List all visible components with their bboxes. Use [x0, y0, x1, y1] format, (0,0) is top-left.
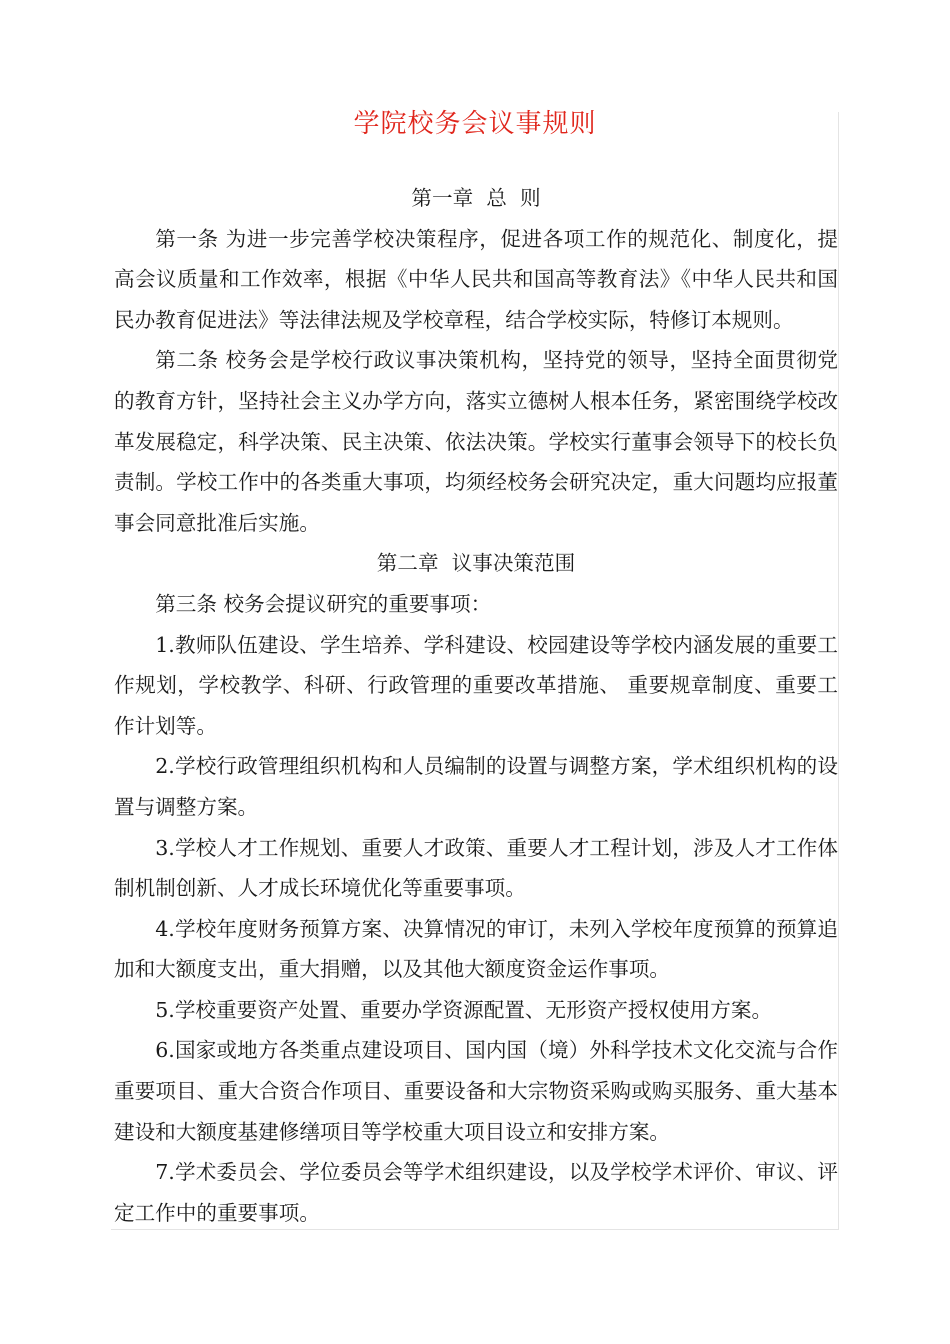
- chapter-heading-2: 第二章 议事决策范围: [376, 551, 576, 576]
- document-body: [114, 178, 838, 1233]
- chapter-heading-1: 第一章 总 则: [411, 186, 541, 210]
- list-item: 3.学校人才工作规划、重要人才政策、重要人才工程计划，涉及人才工作体制机制创新、人才成长环境优化等重要事项。: [114, 835, 838, 901]
- article-1: 第一条 为进一步完善学校决策程序，促进各项工作的规范化、制度化，提高会议质量和工作效率，根据《中华人民共和国高等教育法》《中华人民共和国民办教育促进法》等法律法规及学校章程，结合学校实际，特修订本规则。: [114, 226, 838, 332]
- list-item: 1.教师队伍建设、学生培养、学科建设、校园建设等学校内涵发展的重要工作规划，学校教学、科研、行政管理的重要改革措施、 重要规章制度、重要工作计划等。: [114, 632, 838, 738]
- list-item: 5.学校重要资产处置、重要办学资源配置、无形资产授权使用方案。: [155, 997, 773, 1022]
- document-title: 学院校务会议事规则: [353, 109, 597, 139]
- article-2: 第二条 校务会是学校行政议事决策机构，坚持党的领导，坚持全面贯彻党的教育方针，坚持社会主义办学方向，落实立德树人根本任务，紧密围绕学校改革发展稳定，科学决策、民主决策、依法决策。学校实行董事会领导下的校长负责制。学校工作中的各类重大事项，均须经校务会研究决定，重大问题均应报董事会同意批准后实施。: [114, 348, 838, 535]
- article-3: 第三条 校务会提议研究的重要事项：: [155, 591, 492, 616]
- list-item: 6.国家或地方各类重点建设项目、国内国（境）外科学技术文化交流与合作重要项目、重大合资合作项目、重要设备和大宗物资采购或购买服务、重大基本建设和大额度基建修缮项目等学校重大项目设立和安排方案。: [114, 1038, 838, 1144]
- list-item: 4.学校年度财务预算方案、决算情况的审订，未列入学校年度预算的预算追加和大额度支出，重大捐赠，以及其他大额度资金运作事项。: [114, 916, 838, 982]
- list-item: 2.学校行政管理组织机构和人员编制的设置与调整方案，学术组织机构的设置与调整方案。: [114, 754, 838, 819]
- list-item: 7.学术委员会、学位委员会等学术组织建设，以及学校学术评价、审议、评定工作中的重要事项。: [114, 1160, 838, 1225]
